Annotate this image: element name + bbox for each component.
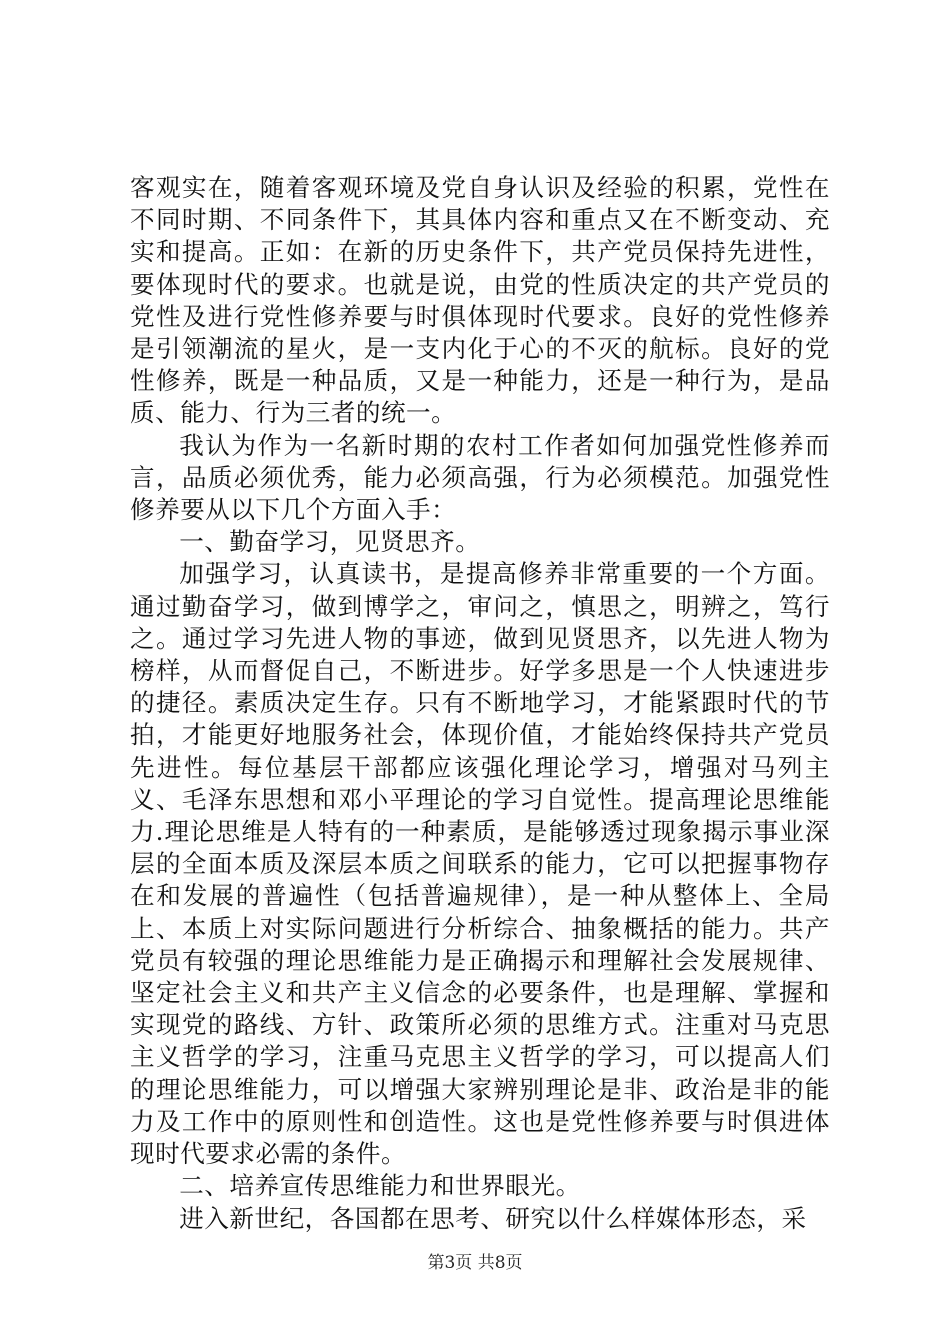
- document-body: [130, 172, 830, 1235]
- section-heading-1: 一、勤奋学习，见贤思齐。: [179, 527, 481, 557]
- paragraph-study: 加强学习，认真读书，是提高修养非常重要的一个方面。通过勤奋学习，做到博学之，审问之，慎思之，明辨之，笃行之。通过学习先进人物的事迹，做到见贤思齐，以先进人物为榜样，从而督促自己，不断进步。好学多思是一个人快速进步的捷径。素质决定生存。只有不断地学习，才能紧跟时代的节拍，才能更好地服务社会，体现价值，才能始终保持共产党员先进性。每位基层干部都应该强化理论学习，增强对马列主义、毛泽东思想和邓小平理论的学习自觉性。提高理论思维能力.理论思维是人特有的一种素质，是能够透过现象揭示事业深层的全面本质及深层本质之间联系的能力，它可以把握事物存在和发展的普遍性（包括普遍规律），是一种从整体上、全局上、本质上对实际问题进行分析综合、抽象概括的能力。共产党员有较强的理论思维能力是正确揭示和理解社会发展规律、坚定社会主义和共产主义信念的必要条件，也是理解、掌握和实现党的路线、方针、政策所必须的思维方式。注重对马克思主义哲学的学习，注重马克思主义哲学的学习，可以提高人们的理论思维能力，可以增强大家辨别理论是非、政治是非的能力及工作中的原则性和创造性。这也是党性修养要与时俱进体现时代要求必需的条件。: [130, 559, 830, 1169]
- paragraph-intro: 我认为作为一名新时期的农村工作者如何加强党性修养而言，品质必须优秀，能力必须高强，行为必须模范。加强党性修养要从以下几个方面入手：: [130, 430, 830, 525]
- page-number: 第3页 共8页: [427, 1253, 523, 1273]
- paragraph-continuation: 客观实在，随着客观环境及党自身认识及经验的积累，党性在不同时期、不同条件下，其具体内容和重点又在不断变动、充实和提高。正如：在新的历史条件下，共产党员保持先进性，要体现时代的要求。也就是说，由党的性质决定的共产党员的党性及进行党性修养要与时俱体现时代要求。良好的党性修养是引领潮流的星火，是一支内化于心的不灭的航标。良好的党性修养，既是一种品质，又是一种能力，还是一种行为，是品质、能力、行为三者的统一。: [130, 173, 830, 428]
- paragraph-new-century: 进入新世纪，各国都在思考、研究以什么样媒体形态，采: [179, 1203, 807, 1233]
- page-footer: [0, 1248, 950, 1273]
- section-heading-2: 二、培养宣传思维能力和世界眼光。: [179, 1171, 581, 1201]
